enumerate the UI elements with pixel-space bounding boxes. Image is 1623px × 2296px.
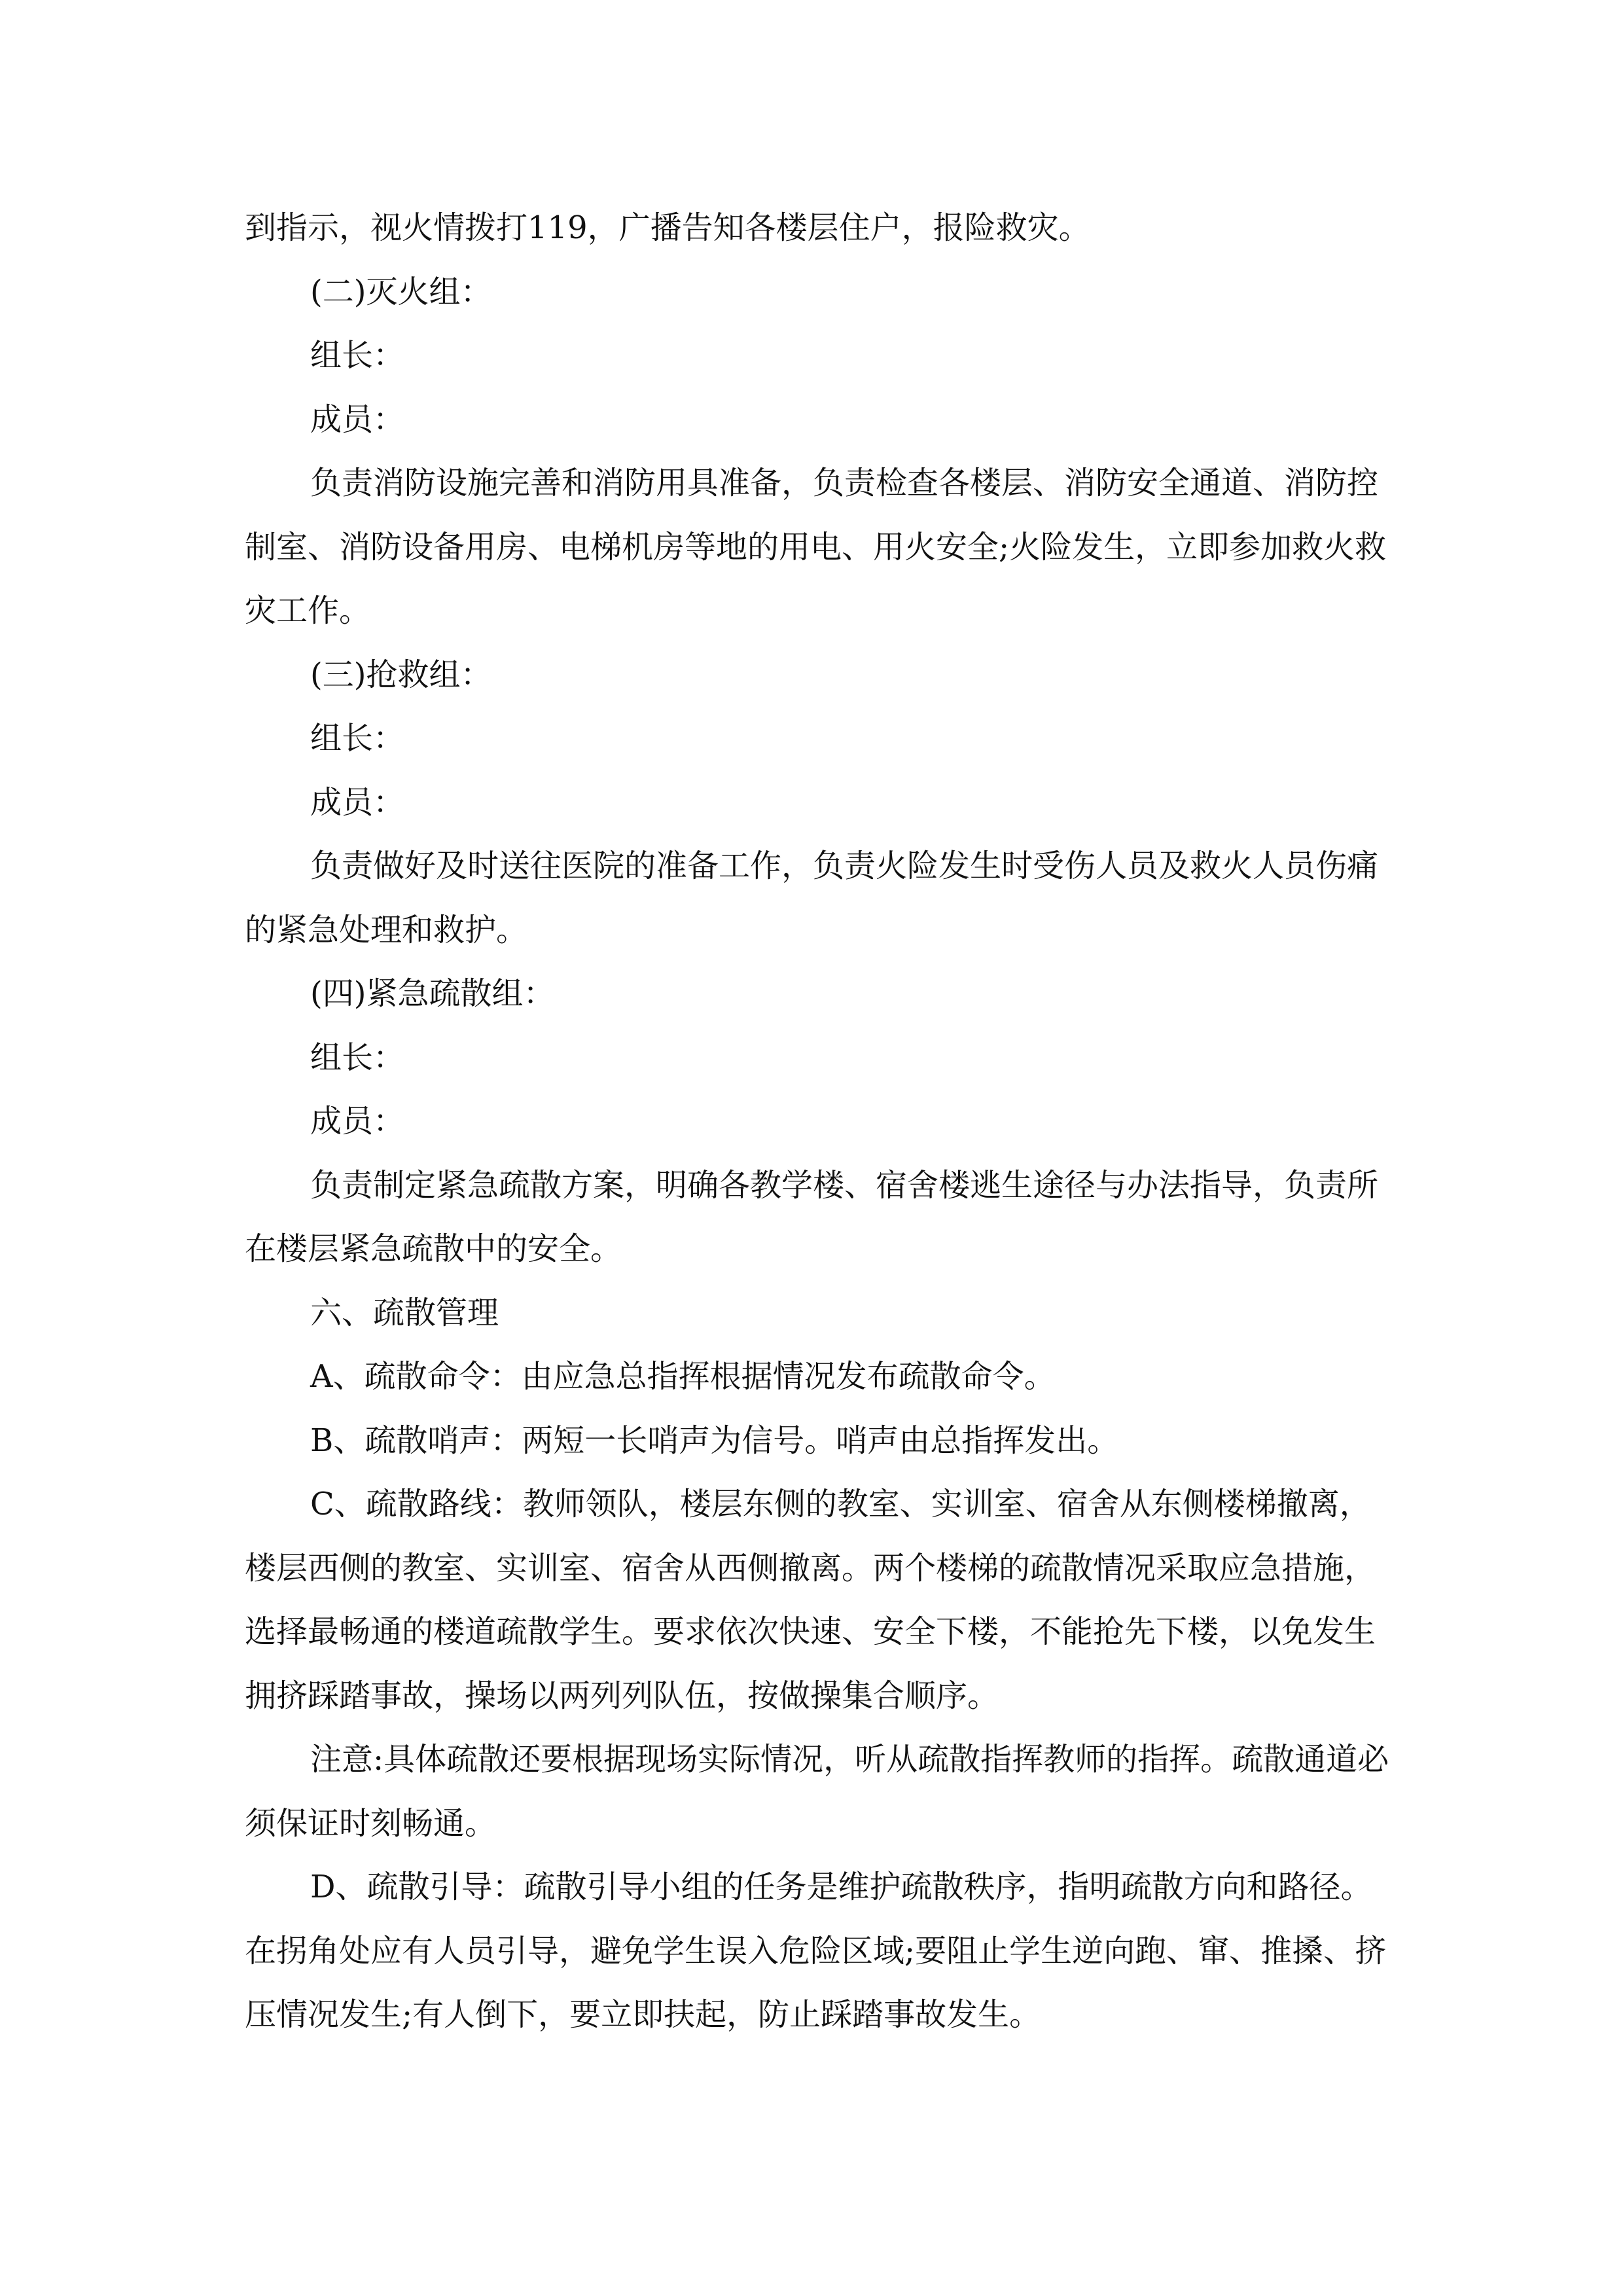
paragraph-continuation: 到指示，视火情拨打119，广播告知各楼层住户，报险救灾。 (245, 209, 1090, 246)
section-heading-fire-fighting-group: (二)灭火组： (310, 273, 492, 310)
paragraph-rescue-duties: 负责做好及时送往医院的准备工作，负责火险发生时受伤人员及救火人员伤痛的紧急处理和救护。 (245, 848, 1379, 948)
paragraph-evacuation-route: C、疏散路线：教师领队，楼层东侧的教室、实训室、宿舍从东侧楼梯撤离，楼层西侧的教室、实训室、宿舍从西侧撤离。两个楼梯的疏散情况采取应急措施，选择最畅通的楼道疏散学生。要求依次快速、安全下楼，不能抢先下楼，以免发生拥挤踩踏事故，操场以两列列队伍，按做操集合顺序。 (245, 1486, 1376, 1714)
paragraph-evacuation-guidance: D、疏散引导：疏散引导小组的任务是维护疏散秩序，指明疏散方向和路径。在拐角处应有人员引导，避免学生误入危险区域;要阻止学生逆向跑、窜、推搡、挤压情况发生;有人倒下，要立即扶起，防止踩踏事故发生。 (245, 1869, 1387, 2033)
group-leader-label: 组长： (310, 720, 405, 757)
document-body (245, 196, 1397, 2047)
section-heading-evacuation-group: (四)紧急疏散组： (310, 975, 555, 1012)
paragraph-fire-fighting-duties: 负责消防设施完善和消防用具准备，负责检查各楼层、消防安全通道、消防控制室、消防设备用房、电梯机房等地的用电、用火安全;火险发生，立即参加救火救灾工作。 (245, 465, 1387, 629)
group-members-label: 成员： (310, 1103, 405, 1139)
group-leader-label: 组长： (310, 1039, 405, 1076)
group-leader-label: 组长： (310, 337, 405, 374)
paragraph-evacuation-duties: 负责制定紧急疏散方案，明确各教学楼、宿舍楼逃生途径与办法指导，负责所在楼层紧急疏散中的安全。 (245, 1166, 1379, 1267)
group-members-label: 成员： (310, 783, 405, 821)
section-heading-evacuation-management: 六、疏散管理 (310, 1294, 499, 1331)
group-members-label: 成员： (310, 401, 405, 438)
paragraph-evacuation-order: A、疏散命令：由应急总指挥根据情况发布疏散命令。 (310, 1358, 1056, 1395)
paragraph-evacuation-note: 注意:具体疏散还要根据现场实际情况，听从疏散指挥教师的指挥。疏散通道必须保证时刻畅通。 (245, 1741, 1389, 1842)
paragraph-evacuation-whistle: B、疏散哨声：两短一长哨声为信号。哨声由总指挥发出。 (310, 1422, 1119, 1459)
section-heading-rescue-group: (三)抢救组： (310, 656, 492, 693)
